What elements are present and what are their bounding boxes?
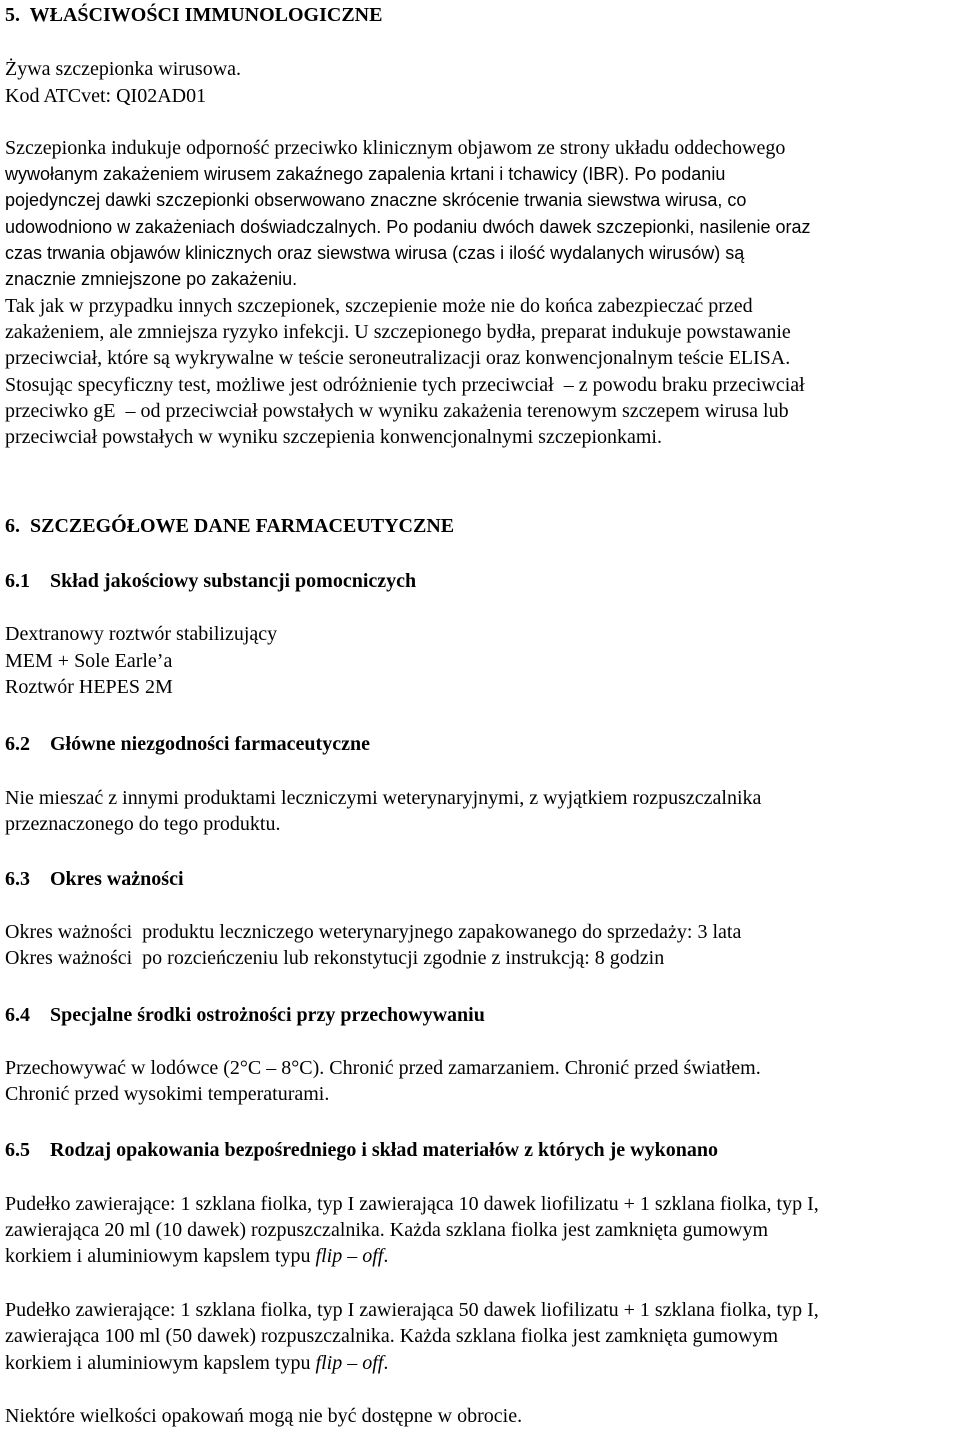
text-run: flip – off <box>315 1352 384 1374</box>
para-immunology-l6: znacznie zmniejszone po zakażeniu. <box>5 269 298 289</box>
text-run: . <box>383 1352 389 1374</box>
section-6-4-heading: 6.4 Specjalne środki ostrożności przy przechowywaniu <box>5 1004 485 1026</box>
incompatibilities-l2: przeznaczonego do tego produktu. <box>5 813 281 835</box>
para-immunology-l8 <box>5 319 791 345</box>
text-run: U szczepionego bydła, preparat indukuje powstawanie <box>354 321 791 343</box>
section-6-1-heading: 6.1 Skład jakościowy substancji pomocniczych <box>5 570 417 592</box>
shelf-life-l2: Okres ważności po rozcieńczeniu lub rekonstytucji zgodnie z instrukcją: 8 godzin <box>5 947 665 969</box>
product-type: Żywa szczepionka wirusowa. <box>5 58 242 80</box>
incompatibilities-l1: Nie mieszać z innymi produktami leczniczymi weterynaryjnymi, z wyjątkiem rozpuszczalnika <box>5 787 762 809</box>
section-6-3-heading: 6.3 Okres ważności <box>5 868 184 890</box>
section-6-5-heading: 6.5 Rodzaj opakowania bezpośredniego i skład materiałów z których je wykonano <box>5 1139 718 1161</box>
text-run: . <box>383 1245 389 1267</box>
para-immunology-l3: pojedynczej dawki szczepionki obserwowano znaczne skrócenie trwania siewstwa wirusa, co <box>5 190 747 210</box>
text-run: udowodniono w zakażeniach doświadczalnych. <box>5 217 387 237</box>
para-immunology-l4 <box>5 214 811 240</box>
excipient-item: Roztwór HEPES 2M <box>5 676 173 698</box>
para-immunology-l11: przeciwko gE – od przeciwciał powstałych w wyniku zakażenia terenowym szczepem wirusa lub <box>5 400 789 422</box>
text-run: flip – off <box>315 1245 384 1267</box>
para-immunology-l9: przeciwciał, które są wykrywalne w teście seroneutralizacji oraz konwencjonalnym teście ELISA. <box>5 347 791 369</box>
pack-2-l2: zawierająca 100 ml (50 dawek) rozpuszczalnika. Każda szklana fiolka jest zamknięta gumowym <box>5 1325 779 1347</box>
excipient-item: MEM + Sole Earle’a <box>5 650 173 672</box>
section-6-2-heading: 6.2 Główne niezgodności farmaceutyczne <box>5 733 370 755</box>
para-immunology-l1: Szczepionka indukuje odporność przeciwko klinicznym objawom ze strony układu oddechowego <box>5 137 786 159</box>
availability-note: Niektóre wielkości opakowań mogą nie być dostępne w obrocie. <box>5 1405 523 1427</box>
para-immunology-l5: czas trwania objawów klinicznych oraz siewstwa wirusa (czas i ilość wydalanych wirusów) są <box>5 243 745 263</box>
text-run: Po podaniu <box>634 164 726 184</box>
shelf-life-l1: Okres ważności produktu leczniczego weterynaryjnego zapakowanego do sprzedaży: 3 lata <box>5 921 742 943</box>
atcvet-code: Kod ATCvet: QI02AD01 <box>5 85 207 107</box>
para-immunology-l2 <box>5 161 725 187</box>
storage-l1: Przechowywać w lodówce (2°C – 8°C). Chronić przed zamarzaniem. Chronić przed światłem. <box>5 1057 761 1079</box>
para-immunology-l7: Tak jak w przypadku innych szczepionek, szczepienie może nie do końca zabezpieczać przed <box>5 295 753 317</box>
storage-l2: Chronić przed wysokimi temperaturami. <box>5 1083 330 1105</box>
section-5-heading: 5. WŁAŚCIWOŚCI IMMUNOLOGICZNE <box>5 4 383 26</box>
pack-1-l1: Pudełko zawierające: 1 szklana fiolka, typ I zawierająca 10 dawek liofilizatu + 1 szklana fiolka, typ I, <box>5 1193 819 1215</box>
pack-1-l2: zawierająca 20 ml (10 dawek) rozpuszczalnika. Każda szklana fiolka jest zamknięta gumowym <box>5 1219 769 1241</box>
text-run: wywołanym zakażeniem wirusem zakaźnego zapalenia krtani i tchawicy (IBR). <box>5 164 635 184</box>
para-immunology-l10: Stosując specyficzny test, możliwe jest odróżnienie tych przeciwciał – z powodu braku przeciwciał <box>5 374 805 396</box>
para-immunology-l12: przeciwciał powstałych w wyniku szczepienia konwencjonalnymi szczepionkami. <box>5 426 662 448</box>
text-run: Po podaniu dwóch dawek szczepionki, nasilenie oraz <box>386 217 811 237</box>
text-run: zakażeniem, ale zmniejsza ryzyko infekcji. <box>5 321 355 343</box>
text-run: korkiem i aluminiowym kapslem typu <box>5 1352 316 1374</box>
section-6-heading: 6. SZCZEGÓŁOWE DANE FARMACEUTYCZNE <box>5 515 455 537</box>
pack-1-l3 <box>5 1243 388 1269</box>
excipient-item: Dextranowy roztwór stabilizujący <box>5 623 278 645</box>
text-run: korkiem i aluminiowym kapslem typu <box>5 1245 316 1267</box>
pack-2-l3 <box>5 1350 388 1376</box>
pack-2-l1: Pudełko zawierające: 1 szklana fiolka, typ I zawierająca 50 dawek liofilizatu + 1 szklana fiolka, typ I, <box>5 1299 819 1321</box>
